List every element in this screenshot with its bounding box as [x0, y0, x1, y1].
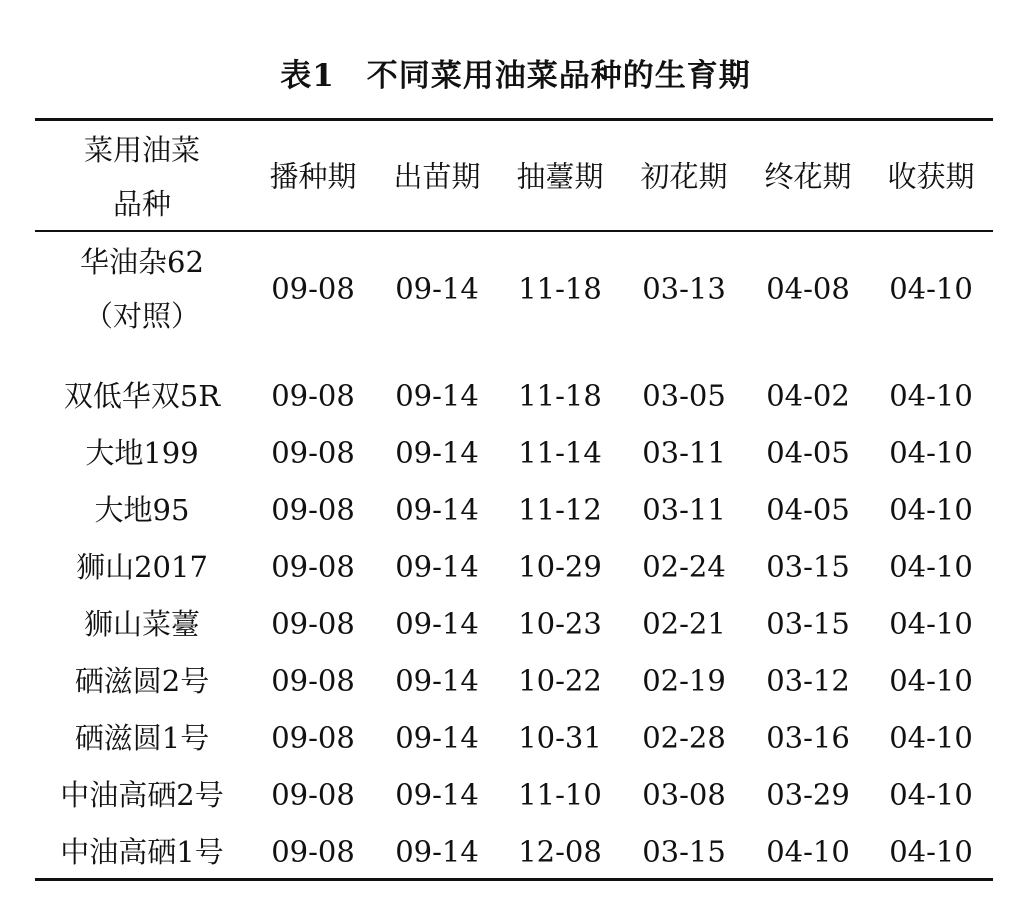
date-cell: 09-08: [271, 663, 355, 698]
date-cell: 09-08: [271, 492, 355, 527]
date-cell: 03-13: [642, 271, 726, 306]
date-cell: 09-08: [271, 549, 355, 584]
date-cell: 11-12: [518, 492, 602, 527]
date-cell: 03-05: [642, 378, 726, 413]
variety-name-line1: 狮山菜薹: [83, 607, 201, 641]
date-cell: 04-05: [766, 435, 850, 470]
date-cell: 09-08: [271, 378, 355, 413]
date-cell: 10-29: [518, 549, 602, 584]
variety-name: [76, 540, 208, 594]
date-cell: 11-14: [518, 435, 602, 470]
variety-name: [75, 711, 209, 765]
date-cell: 04-02: [766, 378, 850, 413]
variety-name: [85, 426, 198, 480]
date-cell: 10-31: [518, 720, 602, 755]
date-cell: 09-14: [395, 777, 479, 812]
variety-name-line1: 大地95: [94, 493, 190, 527]
variety-name: [75, 654, 209, 708]
date-cell: 09-08: [271, 777, 355, 812]
date-cell: 04-10: [889, 777, 973, 812]
header-final-flowering: 终花期: [764, 159, 852, 194]
date-cell: 09-14: [395, 435, 479, 470]
table-header-rule: [35, 230, 993, 232]
date-cell: 09-08: [271, 834, 355, 869]
date-cell: 03-16: [766, 720, 850, 755]
date-cell: 09-08: [271, 271, 355, 306]
header-harvest: 收获期: [887, 159, 975, 194]
date-cell: 02-21: [642, 606, 726, 641]
date-cell: 03-11: [642, 435, 726, 470]
date-cell: 12-08: [518, 834, 602, 869]
date-cell: 04-10: [889, 606, 973, 641]
date-cell: 04-10: [889, 271, 973, 306]
table-caption: 表1 不同菜用油菜品种的生育期: [280, 58, 751, 94]
header-variety-line2: 品种: [112, 187, 172, 221]
date-cell: 09-08: [271, 720, 355, 755]
variety-name: [60, 825, 223, 879]
date-cell: 10-23: [518, 606, 602, 641]
date-cell: 02-19: [642, 663, 726, 698]
date-cell: 09-14: [395, 606, 479, 641]
date-cell: 03-11: [642, 492, 726, 527]
date-cell: 09-14: [395, 720, 479, 755]
variety-name-line1: 狮山2017: [76, 550, 208, 584]
date-cell: 04-10: [889, 492, 973, 527]
date-cell: 04-10: [889, 549, 973, 584]
date-cell: 04-10: [889, 663, 973, 698]
variety-name-line1: 双低华双5R: [63, 379, 221, 413]
variety-name: [60, 768, 223, 822]
date-cell: 04-10: [889, 720, 973, 755]
variety-name-line1: 中油高硒2号: [60, 778, 224, 812]
variety-name-line1: 硒滋圆2号: [74, 664, 210, 698]
date-cell: 09-14: [395, 834, 479, 869]
date-cell: 03-15: [642, 834, 726, 869]
header-bolting: 抽薹期: [516, 159, 604, 194]
table-bottom-rule: [35, 878, 993, 881]
header-variety: [84, 123, 200, 231]
date-cell: 03-29: [766, 777, 850, 812]
date-cell: 09-14: [395, 492, 479, 527]
variety-name-line2: （对照）: [83, 299, 200, 333]
variety-name-line1: 华油杂62: [80, 245, 204, 279]
variety-name-line1: 硒滋圆1号: [74, 721, 210, 755]
date-cell: 11-18: [518, 271, 602, 306]
date-cell: 04-10: [889, 378, 973, 413]
date-cell: 10-22: [518, 663, 602, 698]
variety-name: [80, 235, 204, 343]
header-variety-line1: 菜用油菜: [83, 133, 201, 167]
date-cell: 03-12: [766, 663, 850, 698]
date-cell: 02-24: [642, 549, 726, 584]
date-cell: 11-10: [518, 777, 602, 812]
variety-name: [64, 369, 220, 423]
variety-name-line1: 中油高硒1号: [60, 835, 224, 869]
date-cell: 03-15: [766, 606, 850, 641]
date-cell: 04-08: [766, 271, 850, 306]
date-cell: 09-14: [395, 378, 479, 413]
variety-name-line1: 大地199: [85, 436, 199, 470]
date-cell: 03-15: [766, 549, 850, 584]
variety-name: [84, 597, 200, 651]
date-cell: 11-18: [518, 378, 602, 413]
date-cell: 04-05: [766, 492, 850, 527]
date-cell: 09-08: [271, 606, 355, 641]
header-emergence: 出苗期: [393, 159, 481, 194]
date-cell: 02-28: [642, 720, 726, 755]
date-cell: 09-14: [395, 271, 479, 306]
header-sowing: 播种期: [269, 159, 357, 194]
header-initial-flowering: 初花期: [640, 159, 728, 194]
date-cell: 04-10: [889, 834, 973, 869]
table-top-rule: [35, 118, 993, 121]
date-cell: 04-10: [889, 435, 973, 470]
date-cell: 04-10: [766, 834, 850, 869]
date-cell: 09-14: [395, 549, 479, 584]
variety-name: [95, 483, 190, 537]
date-cell: 09-08: [271, 435, 355, 470]
date-cell: 03-08: [642, 777, 726, 812]
date-cell: 09-14: [395, 663, 479, 698]
